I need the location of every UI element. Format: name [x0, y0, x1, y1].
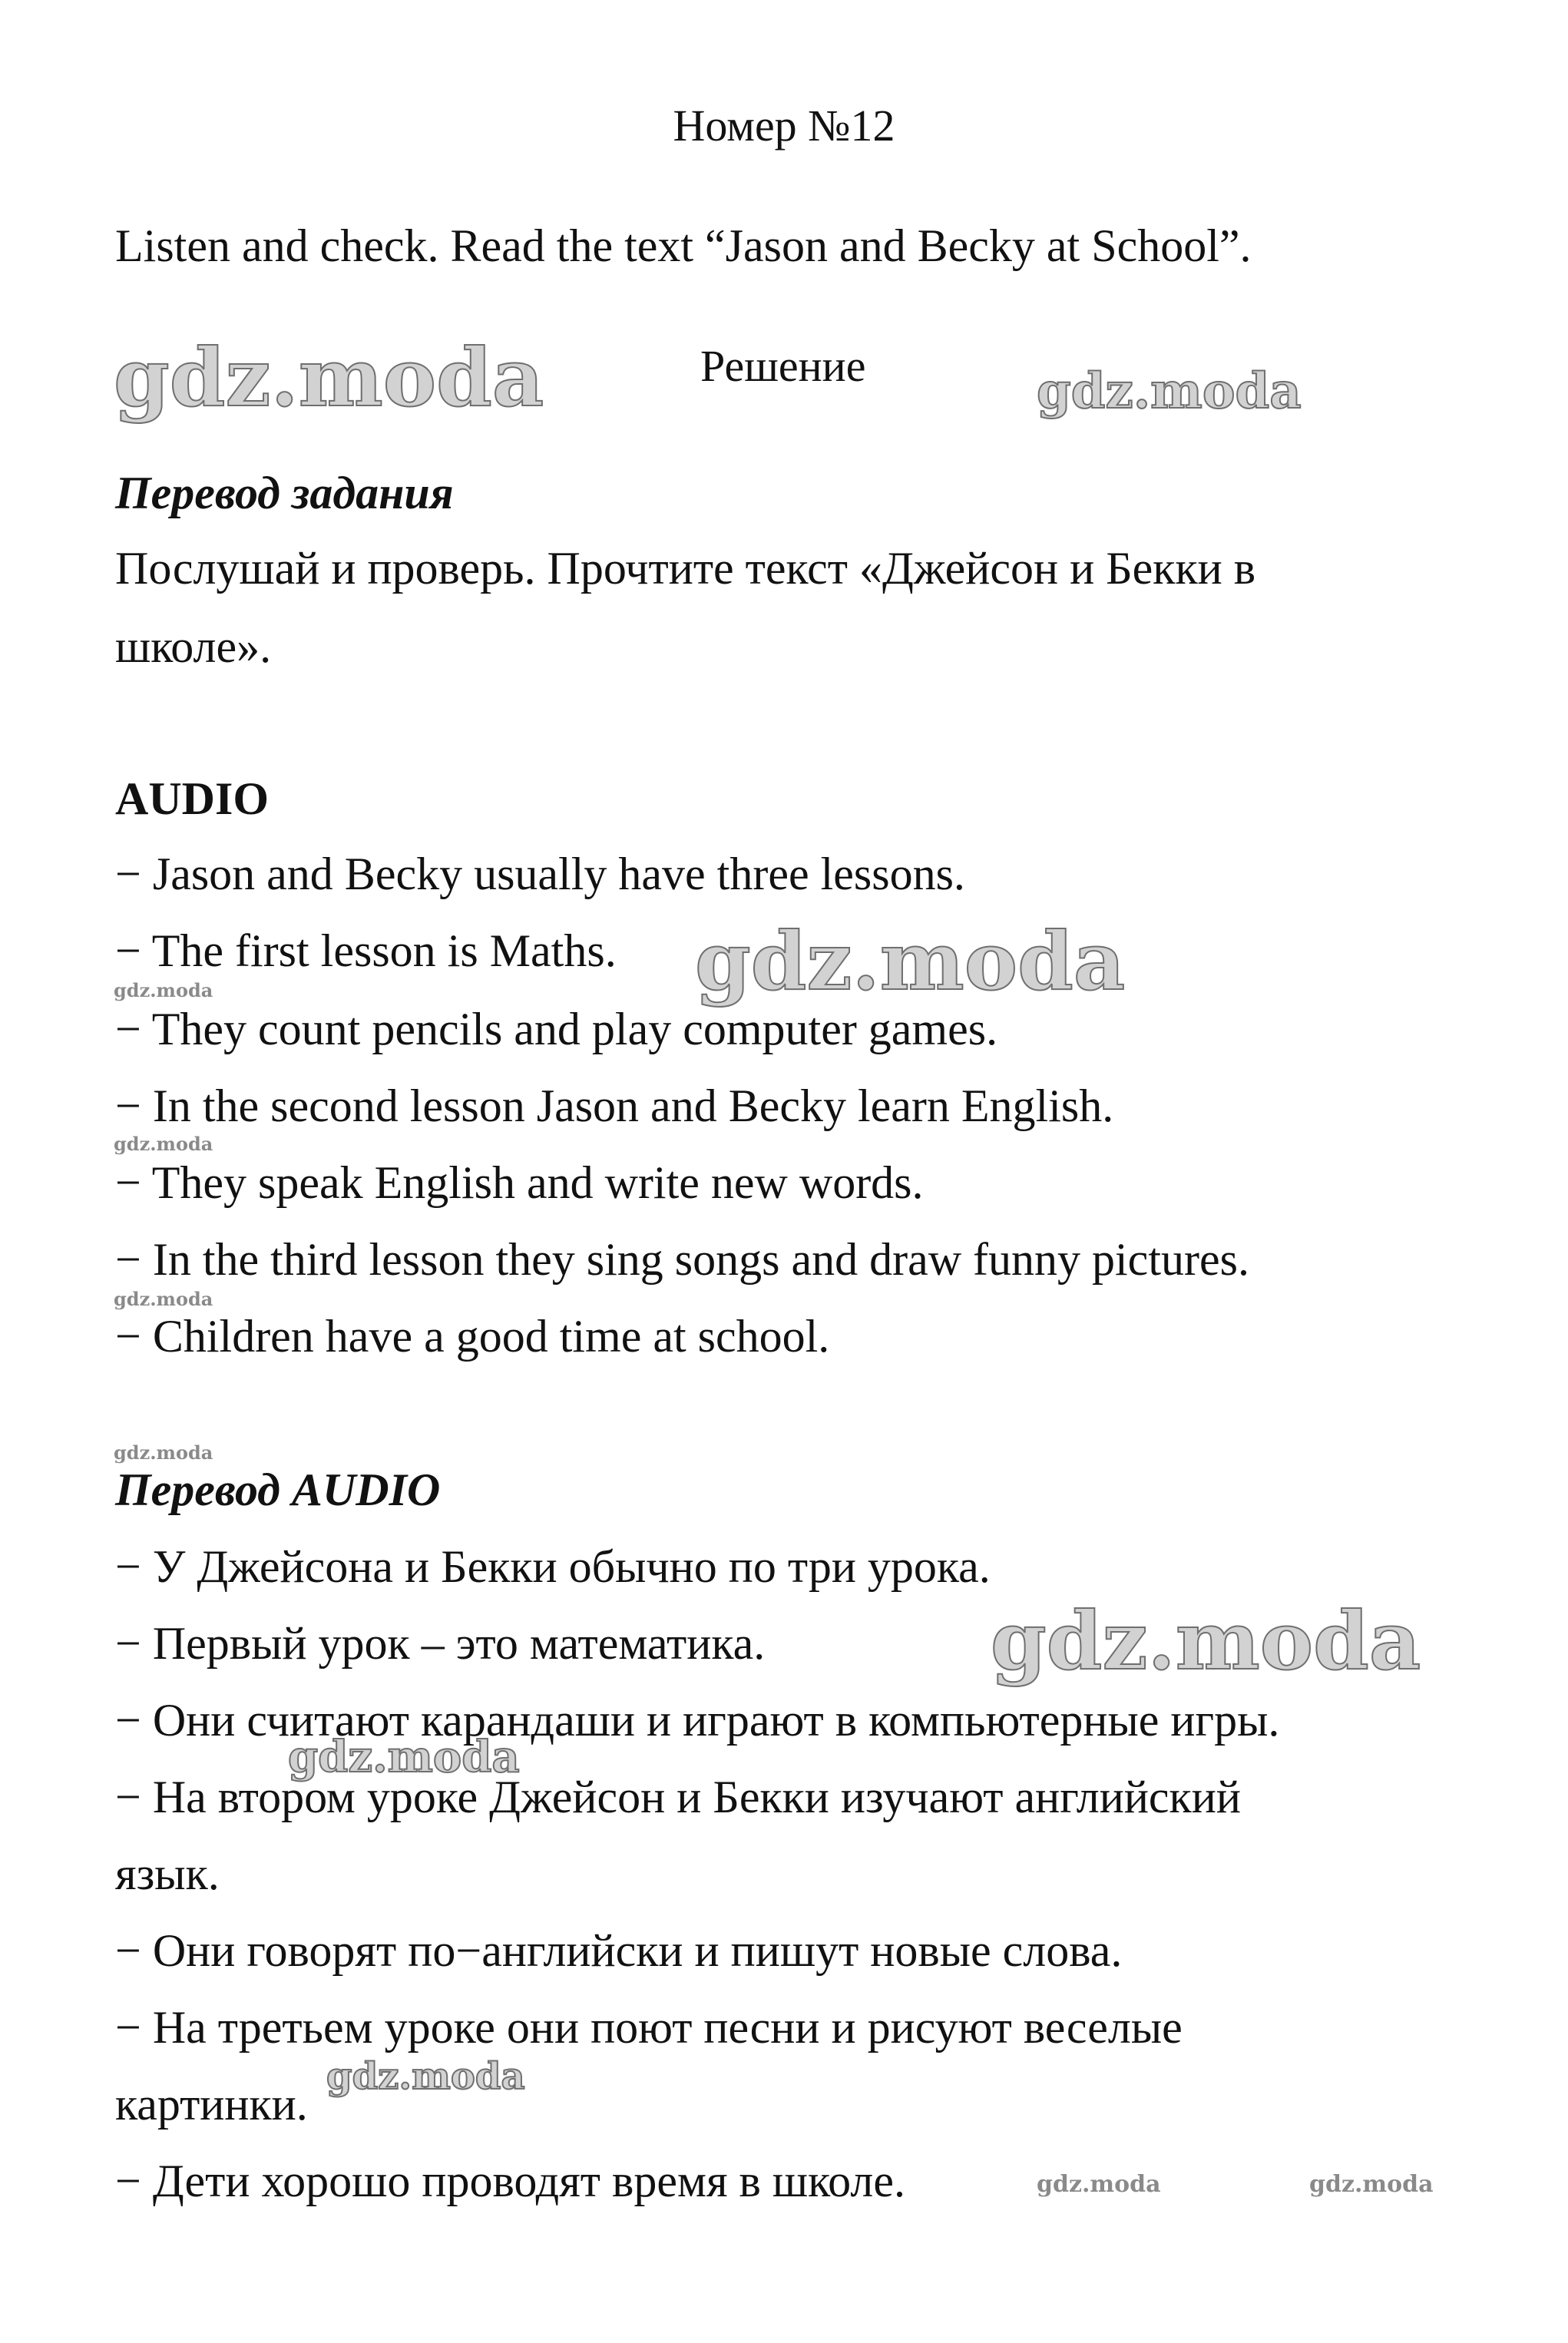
watermark-small: gdz.moda	[114, 979, 213, 1001]
audio-translation-line: − Первый урок – это математика.	[115, 1618, 766, 1669]
watermark-small: gdz.moda	[114, 1441, 213, 1464]
translation-heading: Перевод задания	[115, 468, 454, 518]
task-instruction: Listen and check. Read the text “Jason and Becky at School”.	[115, 220, 1252, 271]
audio-translation-line: − Они считают карандаши и играют в компьютерные игры.	[115, 1695, 1280, 1746]
audio-line: − They speak English and write new words.	[115, 1157, 924, 1208]
audio-heading: AUDIO	[115, 773, 270, 824]
watermark-logo: gdz.moda	[991, 1593, 1421, 1688]
audio-translation-line: язык.	[115, 1848, 220, 1899]
watermark-small: gdz.moda	[1309, 2171, 1434, 2198]
audio-line: − Jason and Becky usually have three lessons.	[115, 849, 965, 899]
audio-translation-line: − Они говорят по−английски и пишут новые слова.	[115, 1925, 1123, 1976]
audio-translation-line: − На третьем уроке они поют песни и рисуют веселые	[115, 2002, 1183, 2053]
audio-line: − In the third lesson they sing songs and draw funny pictures.	[115, 1234, 1249, 1285]
audio-translation-line: − На втором уроке Джейсон и Бекки изучают английский	[115, 1772, 1241, 1822]
audio-translation-line: − Дети хорошо проводят время в школе.	[115, 2156, 905, 2206]
watermark-logo: gdz.moda	[1037, 362, 1302, 420]
audio-translation-heading: Перевод AUDIO	[115, 1464, 441, 1515]
audio-line: − They count pencils and play computer games.	[115, 1004, 998, 1054]
watermark-small: gdz.moda	[114, 1288, 213, 1310]
audio-translation-line: картинки.	[115, 2079, 308, 2130]
watermark-logo: gdz.moda	[114, 330, 544, 425]
watermark-logo: gdz.moda	[326, 2055, 525, 2098]
audio-line: − Children have a good time at school.	[115, 1311, 830, 1362]
solution-label: Решение	[700, 341, 866, 391]
audio-line: − In the second lesson Jason and Becky learn English.	[115, 1080, 1114, 1131]
audio-translation-line: − У Джейсона и Бекки обычно по три урока.	[115, 1541, 991, 1592]
watermark-logo: gdz.moda	[288, 1732, 520, 1782]
watermark-small: gdz.moda	[114, 1133, 213, 1155]
page-title: Номер №12	[673, 101, 895, 151]
watermark-logo: gdz.moda	[695, 914, 1126, 1008]
translation-line: школе».	[115, 621, 272, 672]
audio-line: − The first lesson is Maths.	[115, 925, 617, 976]
watermark-small: gdz.moda	[1037, 2171, 1161, 2198]
translation-line: Послушай и проверь. Прочтите текст «Джейсон и Бекки в	[115, 543, 1256, 594]
